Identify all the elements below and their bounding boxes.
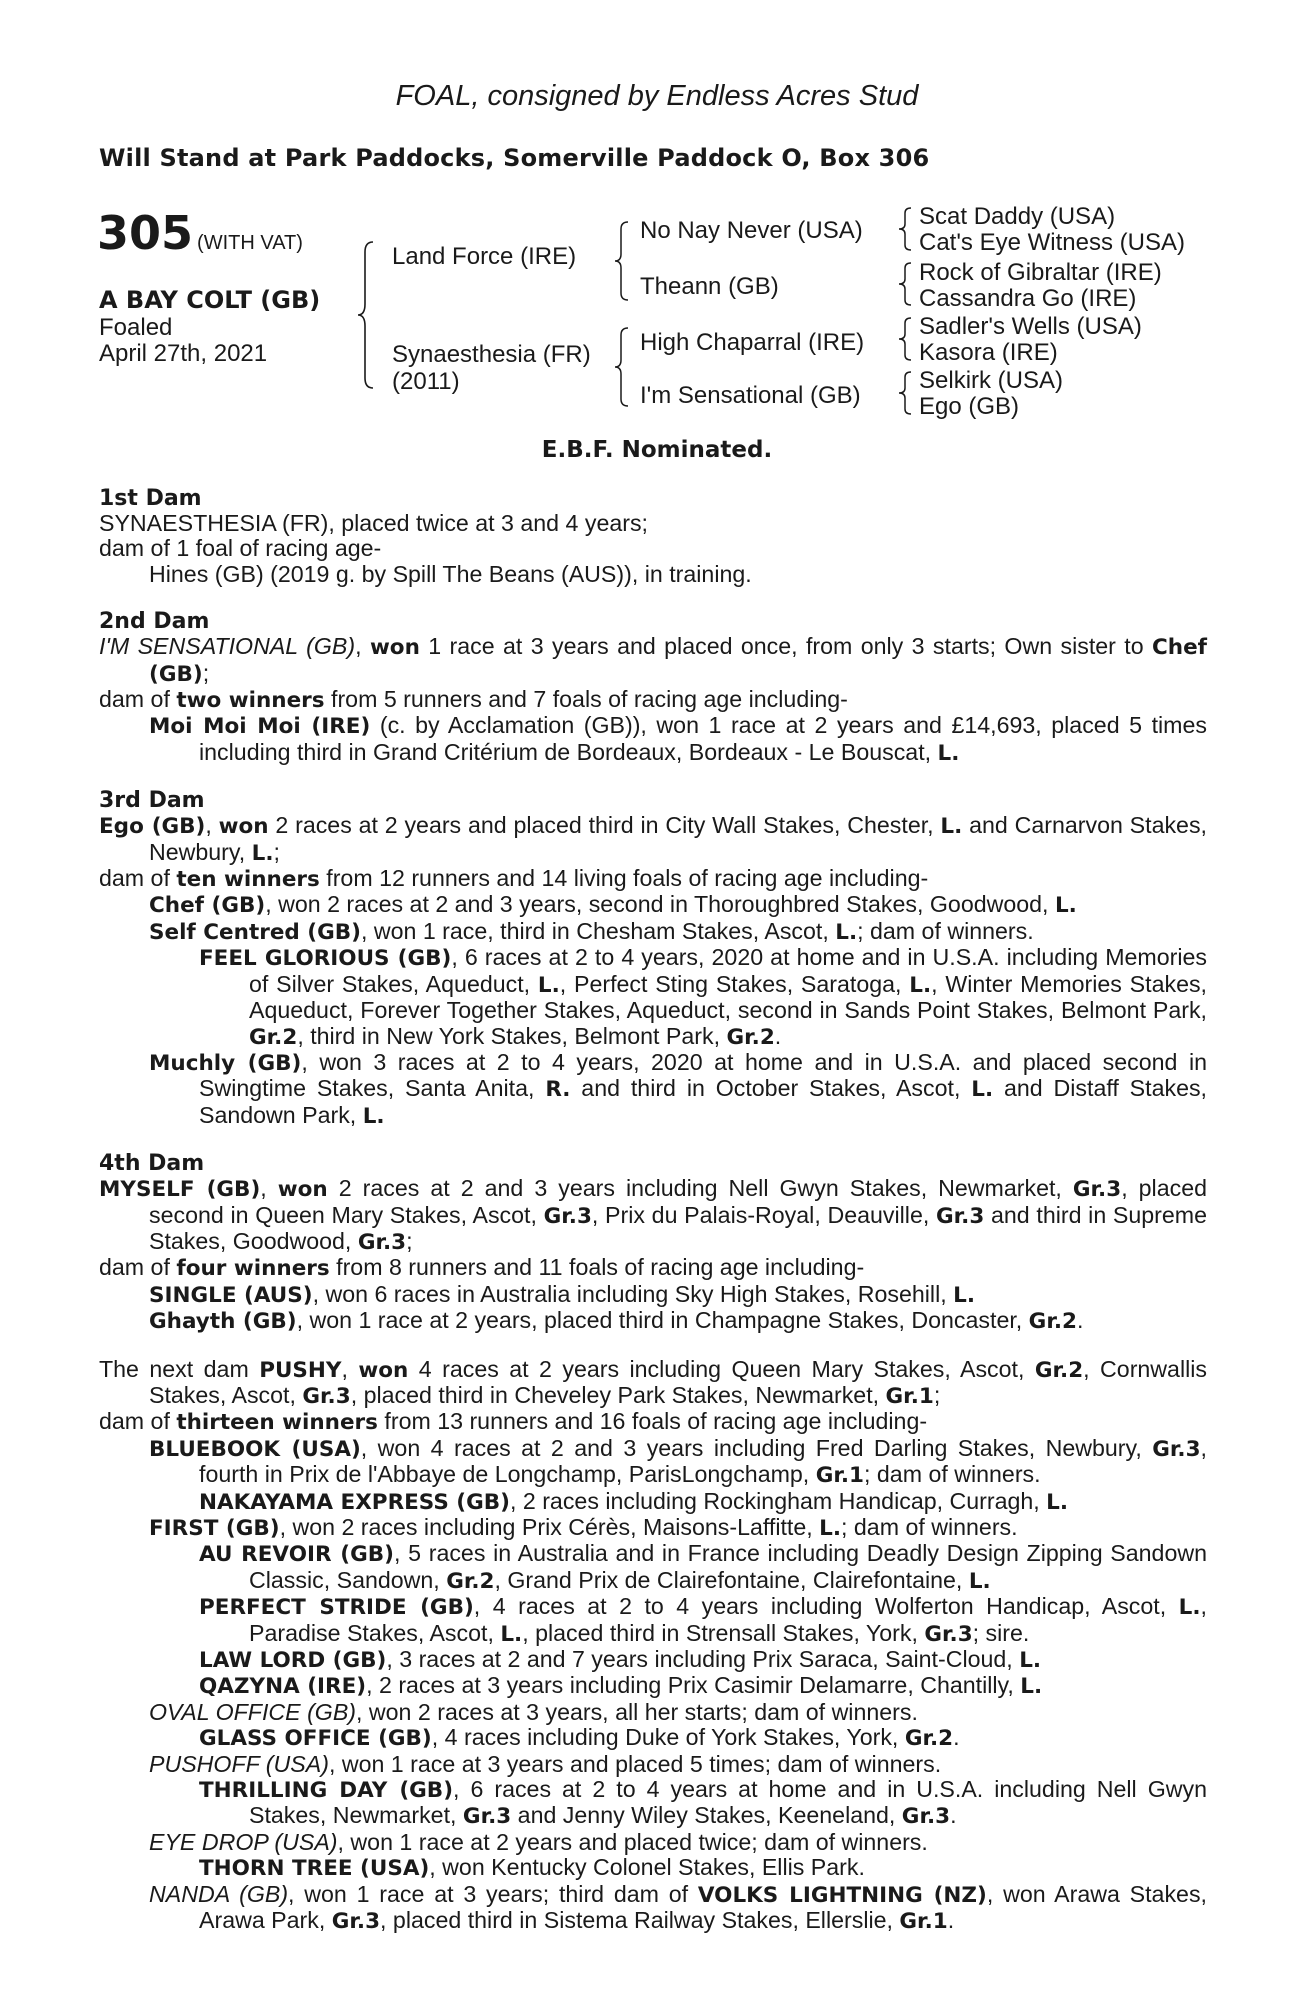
record-text: from 5 runners and 7 foals of racing age including- [324, 686, 848, 713]
progeny-entry [99, 1489, 1207, 1515]
record-text: and third in Supreme Stakes, Goodwood, [149, 1201, 1207, 1254]
record-text: dam of [99, 1254, 177, 1281]
horse-name: BLUEBOOK (USA) [149, 1436, 361, 1462]
progeny-entry [99, 1882, 1207, 1935]
progeny-entry [99, 945, 1207, 1050]
section-gap [99, 1335, 1207, 1357]
horse-name: QAZYNA (IRE) [199, 1674, 367, 1700]
record-text: , 3 races at 2 and 7 years including Prix Saraca, Saint-Cloud, [386, 1646, 1020, 1673]
horse-name: VOLKS LIGHTNING (NZ) [697, 1882, 987, 1908]
record-text: ; sire. [972, 1619, 1030, 1646]
race-grade: Gr.2 [249, 1024, 298, 1050]
record-text: , won 1 race, third in Chesham Stakes, Ascot, [360, 917, 836, 944]
record-text: , placed third in Strensall Stakes, York, [522, 1619, 925, 1646]
record-text: , placed third in Cheveley Park Stakes, Newmarket, [350, 1381, 886, 1408]
first-dam-heading: 1st Dam [99, 486, 202, 511]
next-dam-record [99, 1357, 1207, 1410]
record-text: 4 races at 2 years including Queen Mary Stakes, Ascot, [408, 1355, 1035, 1382]
record-text: , Winter Memories Stakes, Aqueduct, Forever Together Stakes, Aqueduct, second in Sands Point Stakes, Belmont Park, [249, 970, 1208, 1024]
horse-name: Chef (GB) [149, 893, 266, 919]
record-text: . [953, 1724, 960, 1751]
horse-name: AU REVOIR (GB) [199, 1542, 394, 1568]
race-grade: L. [251, 840, 274, 866]
record-text: and third in October Stakes, Ascot, [570, 1075, 972, 1102]
progeny-entry [99, 919, 1207, 945]
lot-description: A BAY COLT (GB) [99, 286, 321, 314]
pedigree-brace-sire [614, 220, 632, 302]
record-text: dam of [99, 686, 177, 713]
horse-name: NANDA (GB) [149, 1880, 289, 1907]
race-grade: L. [1020, 1674, 1043, 1700]
record-text: from 13 runners and 16 foals of racing age including- [377, 1408, 928, 1435]
record-text: . [774, 1022, 782, 1049]
record-text: , won 4 races at 2 and 3 years including Fred Darling Stakes, Newbury, [360, 1434, 1153, 1461]
second-dam-record: I'M SENSATIONAL (GB), won 1 race at 3 years and placed once, from only 3 starts; Own sister to Chef (GB); [99, 633, 1208, 687]
sire-dam: Theann (GB) [640, 273, 779, 300]
race-grade: L. [362, 1103, 385, 1129]
next-dam-produce-line [99, 1409, 1207, 1435]
race-grade: Gr.3 [302, 1383, 351, 1409]
record-text: , won 6 races in Australia including Sky High Stakes, Rosehill, [312, 1280, 954, 1307]
record-text: , 5 races in Australia and in France including Deadly Design Zipping Sandown Classic, Sandown, [249, 1540, 1207, 1593]
catalogue-body [99, 486, 1207, 1935]
pedigree-brace-g2 [898, 261, 914, 307]
record-text: , won 1 race at 2 years and placed twice; dam of winners. [337, 1828, 928, 1855]
record-text: ; dam of winners. [864, 1461, 1041, 1488]
winners-count: four winners [176, 1256, 330, 1282]
third-dam-heading: 3rd Dam [99, 788, 205, 814]
race-grade: Gr.3 [331, 1909, 381, 1935]
record-text: The next dam [99, 1355, 260, 1382]
race-grade: L. [1019, 1648, 1042, 1674]
horse-name: THRILLING DAY (GB) [199, 1778, 454, 1804]
dam-sire: High Chaparral (IRE) [640, 329, 865, 356]
record-text: from 12 runners and 14 living foals of racing age including- [319, 865, 929, 892]
great-grandparent-1: Scat Daddy (USA) [919, 203, 1116, 230]
second-dam-produce-line [99, 687, 1207, 713]
progeny-entry [99, 1282, 1207, 1308]
race-grade: Gr.2 [904, 1726, 954, 1752]
record-text: , placed third in Sistema Railway Stakes, Ellerslie, [380, 1907, 900, 1934]
race-grade: L. [1046, 1489, 1069, 1515]
record-text: , placed second in Queen Mary Stakes, Ascot, [149, 1175, 1207, 1228]
record-text: 1 race at 3 years and placed once, from only 3 starts; Own sister to [419, 633, 1152, 660]
great-grandparent-5: Sadler's Wells (USA) [919, 313, 1142, 340]
won-label: won [369, 635, 420, 661]
lot-heading [97, 206, 303, 260]
record-text: ; dam of winners. [841, 1514, 1018, 1540]
fourth-dam-produce-line [99, 1255, 1207, 1281]
race-grade: Gr.3 [924, 1621, 973, 1647]
record-text: , 2 races at 3 years including Prix Casimir Delamarre, Chantilly, [366, 1672, 1021, 1699]
sire-sire: No Nay Never (USA) [640, 217, 863, 244]
great-grandparent-2: Cat's Eye Witness (USA) [919, 229, 1185, 256]
record-text: , won 3 races at 2 to 4 years, 2020 at home and in U.S.A. and placed second in Swingtime Stakes, Santa Anita, [199, 1048, 1207, 1102]
horse-name: Ghayth (GB) [149, 1309, 297, 1335]
race-grade: Gr.2 [726, 1024, 775, 1050]
race-grade: Gr.3 [1072, 1177, 1122, 1203]
record-text: , Prix du Palais-Royal, Deauville, [591, 1201, 936, 1228]
progeny-entry [99, 1594, 1207, 1647]
great-grandparent-4: Cassandra Go (IRE) [919, 285, 1137, 312]
progeny-entry [99, 1855, 1207, 1881]
progeny-entry [99, 1050, 1207, 1129]
horse-name: Self Centred (GB) [149, 919, 361, 945]
dam-dam: I'm Sensational (GB) [640, 382, 861, 409]
record-text: ; [273, 838, 280, 865]
race-grade: L. [937, 740, 960, 766]
record-text: , third in New York Stakes, Belmont Park, [297, 1022, 727, 1049]
record-text: dam of [99, 1408, 177, 1435]
stabling-location: Will Stand at Park Paddocks, Somerville Paddock O, Box 306 [99, 144, 930, 172]
first-dam-produce-line: dam of 1 foal of racing age- [99, 535, 382, 562]
pedigree-brace-dam [614, 326, 632, 408]
progeny-entry [99, 1830, 1207, 1855]
pedigree-brace-g4 [898, 370, 914, 416]
record-text: , won 1 race at 3 years and placed 5 times; dam of winners. [328, 1750, 942, 1777]
race-grade: Gr.2 [1028, 1309, 1077, 1335]
record-text: ; [406, 1227, 413, 1254]
horse-name: PUSHY [259, 1357, 342, 1383]
record-text: 2 races at 2 years and placed third in City Wall Stakes, Chester, [268, 812, 941, 839]
horse-name: PERFECT STRIDE (GB) [199, 1595, 474, 1621]
record-text: , won Kentucky Colonel Stakes, Ellis Park. [429, 1854, 865, 1881]
race-grade: L. [971, 1077, 994, 1103]
progeny-entry [99, 1673, 1207, 1699]
horse-name: Muchly (GB) [149, 1050, 302, 1076]
progeny-entry [99, 1541, 1207, 1594]
foaled-date: April 27th, 2021 [99, 340, 268, 367]
consignor-line: FOAL, consigned by Endless Acres Stud [395, 80, 919, 112]
foaled-label: Foaled [99, 314, 173, 341]
great-grandparent-3: Rock of Gibraltar (IRE) [919, 259, 1162, 286]
first-dam-line: SYNAESTHESIA (FR), placed twice at 3 and 4 years; [99, 510, 648, 536]
record-text: from 8 runners and 11 foals of racing age including- [329, 1254, 865, 1281]
won-label: won [358, 1357, 409, 1383]
record-text: . [1076, 1307, 1084, 1334]
dam-year: (2011) [392, 368, 460, 395]
horse-name: PUSHOFF (USA) [149, 1750, 329, 1777]
horse-name: OVAL OFFICE (GB) [149, 1698, 357, 1725]
race-grade: L. [537, 972, 560, 998]
horse-name: NAKAYAMA EXPRESS (GB) [199, 1489, 510, 1515]
won-label: won [277, 1177, 328, 1203]
second-dam-heading: 2nd Dam [99, 609, 210, 635]
record-text: , 4 races including Duke of York Stakes, York, [431, 1724, 905, 1751]
record-text: , [205, 812, 219, 839]
record-text: . [950, 1802, 957, 1829]
lot-number: 305 [97, 206, 194, 260]
won-label: won [218, 814, 269, 840]
record-text: and Carnarvon Stakes, Newbury, [149, 812, 1207, 865]
record-text: , Cornwallis Stakes, Ascot, [149, 1355, 1208, 1408]
record-text: , won 1 race at 3 years; third dam of [288, 1880, 698, 1907]
record-text: 2 races at 2 and 3 years including Nell Gwyn Stakes, Newmarket, [327, 1175, 1073, 1202]
record-text: , won 2 races at 2 and 3 years, second in Thoroughbred Stakes, Goodwood, [265, 891, 1055, 918]
horse-name: Ego (GB) [99, 814, 206, 840]
record-text: , Perfect Sting Stakes, Saratoga, [559, 970, 910, 997]
horse-name: Moi Moi Moi (IRE) [149, 714, 371, 740]
horse-name: LAW LORD (GB) [199, 1648, 387, 1674]
winners-count: ten winners [176, 867, 320, 893]
record-text: ; [933, 1381, 941, 1408]
race-grade: L. [500, 1621, 523, 1647]
vat-note: (WITH VAT) [197, 232, 303, 254]
race-grade: L. [1054, 893, 1077, 919]
record-text: , [260, 1175, 278, 1202]
record-text: (c. by Acclamation (GB)), won 1 race at 2 years and £14,693, placed 5 times including third in Grand Critérium de Bordeaux, Bordeaux - Le Bouscat, [199, 712, 1207, 765]
race-grade: L. [1178, 1595, 1201, 1621]
record-text: and Jenny Wiley Stakes, Keeneland, [511, 1802, 902, 1829]
progeny-entry [99, 1777, 1207, 1830]
race-grade: Gr.3 [1152, 1436, 1201, 1462]
record-text: , 4 races at 2 to 4 years including Wolferton Handicap, Ascot, [473, 1593, 1179, 1620]
progeny-entry [99, 1752, 1207, 1777]
record-text: , won 1 race at 2 years, placed third in Champagne Stakes, Doncaster, [296, 1307, 1029, 1334]
race-grade: Gr.1 [885, 1383, 934, 1409]
great-grandparent-7: Selkirk (USA) [919, 367, 1064, 394]
progeny-entry [99, 892, 1207, 918]
fourth-dam-record [99, 1176, 1207, 1255]
race-grade: L. [940, 814, 963, 840]
winners-count: two winners [176, 688, 325, 714]
progeny-entry [99, 1725, 1207, 1751]
record-text: ; dam of winners. [857, 917, 1034, 944]
race-grade: Gr.3 [901, 1804, 951, 1830]
horse-name: EYE DROP (USA) [149, 1828, 338, 1855]
dam: Synaesthesia (FR) [392, 341, 591, 368]
record-text: , won Arawa Stakes, Arawa Park, [199, 1880, 1207, 1934]
race-grade: Gr.3 [462, 1804, 512, 1830]
progeny-entry [99, 1436, 1207, 1489]
race-grade: Gr.1 [815, 1463, 865, 1489]
horse-name: I'M SENSATIONAL (GB) [99, 633, 356, 660]
race-grade: L. [968, 1568, 991, 1594]
progeny-entry [99, 713, 1207, 766]
record-text: , [341, 1355, 359, 1382]
race-grade: Gr.3 [543, 1203, 592, 1229]
race-grade: Gr.3 [357, 1229, 407, 1255]
horse-name: GLASS OFFICE (GB) [199, 1726, 432, 1752]
progeny-entry [99, 1308, 1207, 1334]
horse-name: SINGLE (AUS) [149, 1282, 313, 1308]
sire: Land Force (IRE) [392, 243, 577, 270]
pedigree-brace-g1 [898, 206, 914, 252]
record-text: , 6 races at 2 to 4 years, 2020 at home and in U.S.A. including Memories of Silver Stakes, Aqueduct, [249, 944, 1207, 997]
race-grade: Gr.1 [899, 1909, 948, 1935]
progeny-entry [99, 1515, 1207, 1541]
race-grade: Gr.2 [1034, 1357, 1084, 1383]
record-text: , won 2 races including Prix Cérès, Maisons-Laffitte, [279, 1514, 820, 1540]
great-grandparent-6: Kasora (IRE) [919, 339, 1058, 366]
record-text: , 2 races including Rockingham Handicap, Curragh, [509, 1487, 1047, 1514]
race-grade: L. [953, 1282, 975, 1308]
horse-name: Chef (GB) [149, 635, 1208, 687]
progeny-entry [99, 1700, 1207, 1725]
third-dam-record [99, 813, 1207, 866]
record-text: , Paradise Stakes, Ascot, [249, 1593, 1207, 1646]
horse-name: MYSELF (GB) [99, 1177, 261, 1203]
record-text: , won 2 races at 3 years, all her starts; dam of winners. [356, 1698, 918, 1725]
race-grade: L. [909, 972, 932, 998]
progeny-entry [99, 1647, 1207, 1673]
pedigree-brace-g3 [898, 316, 914, 362]
first-dam-foal: Hines (GB) (2019 g. by Spill The Beans (AUS)), in training. [149, 560, 752, 587]
record-text: and Distaff Stakes, Sandown Park, [199, 1075, 1208, 1128]
record-text: dam of [99, 865, 177, 892]
race-grade: Gr.2 [446, 1568, 495, 1594]
pedigree-brace-main [357, 240, 379, 390]
horse-name: FIRST (GB) [149, 1516, 280, 1541]
race-grade: L. [835, 919, 858, 945]
record-text: , Grand Prix de Clairefontaine, Clairefontaine, [494, 1566, 969, 1593]
race-grade: L. [819, 1516, 842, 1541]
record-text: ; [202, 659, 210, 686]
great-grandparent-8: Ego (GB) [919, 393, 1020, 420]
record-text: , fourth in Prix de l'Abbaye de Longchamp, ParisLongchamp, [199, 1434, 1207, 1488]
winners-count: thirteen winners [176, 1410, 378, 1436]
fourth-dam-heading: 4th Dam [99, 1151, 205, 1177]
ebf-nomination: E.B.F. Nominated. [541, 437, 773, 463]
race-grade: Gr.3 [935, 1203, 985, 1229]
horse-name: FEEL GLORIOUS (GB) [199, 946, 452, 972]
horse-name: THORN TREE (USA) [199, 1856, 430, 1882]
race-grade: R. [545, 1077, 571, 1103]
third-dam-produce-line [99, 866, 1207, 892]
record-text: , 6 races at 2 to 4 years at home and in U.S.A. including Nell Gwyn Stakes, Newmarket, [249, 1776, 1207, 1829]
record-text: . [947, 1907, 955, 1934]
